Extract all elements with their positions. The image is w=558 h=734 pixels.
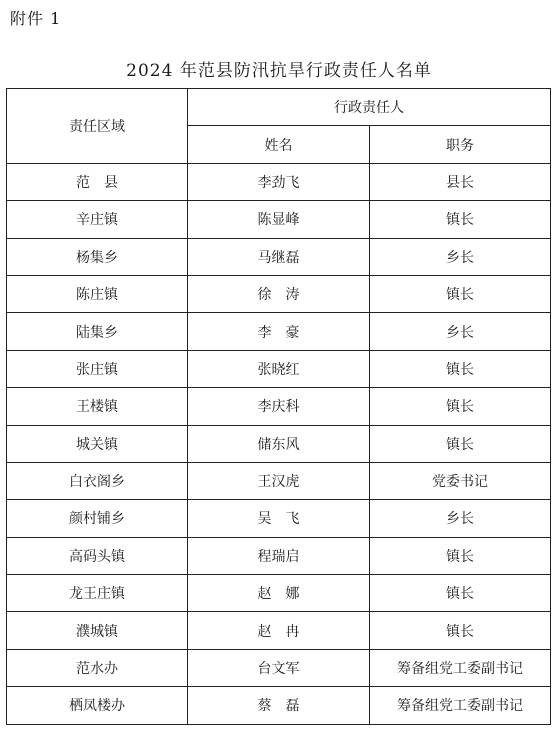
table-row	[7, 425, 551, 462]
position-cell: 镇长	[370, 388, 551, 425]
name-cell: 吴 飞	[188, 500, 370, 537]
name-cell: 张晓红	[188, 350, 370, 387]
region-cell: 龙王庄镇	[7, 575, 188, 612]
position-cell: 镇长	[370, 537, 551, 574]
region-cell: 王楼镇	[7, 388, 188, 425]
position-cell: 县长	[370, 163, 551, 200]
position-cell: 党委书记	[370, 462, 551, 499]
table-row	[7, 238, 551, 275]
table-row	[7, 350, 551, 387]
position-cell: 乡长	[370, 238, 551, 275]
position-cell: 镇长	[370, 425, 551, 462]
region-cell: 陈庄镇	[7, 275, 188, 312]
position-cell: 乡长	[370, 313, 551, 350]
region-cell: 城关镇	[7, 425, 188, 462]
position-cell: 镇长	[370, 201, 551, 238]
position-cell: 镇长	[370, 275, 551, 312]
region-cell: 杨集乡	[7, 238, 188, 275]
table-row	[7, 575, 551, 612]
name-cell: 蔡 磊	[188, 687, 370, 724]
table-body	[7, 89, 551, 725]
table-row	[7, 462, 551, 499]
header-region: 责任区域	[7, 89, 188, 164]
name-cell: 台文军	[188, 649, 370, 686]
region-cell: 白衣阁乡	[7, 462, 188, 499]
header-name: 姓名	[188, 126, 370, 163]
header-position: 职务	[370, 126, 551, 163]
region-cell: 濮城镇	[7, 612, 188, 649]
position-cell: 乡长	[370, 500, 551, 537]
name-cell: 王汉虎	[188, 462, 370, 499]
name-cell: 李庆科	[188, 388, 370, 425]
table-row	[7, 612, 551, 649]
header-responsible-person: 行政责任人	[188, 89, 551, 126]
name-cell: 赵 娜	[188, 575, 370, 612]
document-title: 2024 年范县防汛抗旱行政责任人名单	[126, 61, 432, 81]
region-cell: 陆集乡	[7, 313, 188, 350]
name-cell: 赵 冉	[188, 612, 370, 649]
name-cell: 徐 涛	[188, 275, 370, 312]
position-cell: 镇长	[370, 575, 551, 612]
region-cell: 栖凤楼办	[7, 687, 188, 724]
region-cell: 范 县	[7, 163, 188, 200]
responsibility-table	[6, 88, 551, 725]
table-row	[7, 313, 551, 350]
region-cell: 辛庄镇	[7, 201, 188, 238]
region-cell: 颜村铺乡	[7, 500, 188, 537]
position-cell: 镇长	[370, 350, 551, 387]
name-cell: 程瑞启	[188, 537, 370, 574]
attachment-label: 附件 1	[10, 9, 62, 28]
table-row	[7, 388, 551, 425]
position-cell: 筹备组党工委副书记	[370, 649, 551, 686]
name-cell: 储东风	[188, 425, 370, 462]
table-row	[7, 201, 551, 238]
region-cell: 范水办	[7, 649, 188, 686]
region-cell: 张庄镇	[7, 350, 188, 387]
table-row	[7, 275, 551, 312]
name-cell: 陈显峰	[188, 201, 370, 238]
header-row-1	[7, 89, 551, 126]
position-cell: 筹备组党工委副书记	[370, 687, 551, 724]
region-cell: 高码头镇	[7, 537, 188, 574]
name-cell: 李 豪	[188, 313, 370, 350]
name-cell: 李劲飞	[188, 163, 370, 200]
table-row	[7, 163, 551, 200]
position-cell: 镇长	[370, 612, 551, 649]
table-row	[7, 537, 551, 574]
table-row	[7, 649, 551, 686]
table-row	[7, 500, 551, 537]
name-cell: 马继磊	[188, 238, 370, 275]
table-row	[7, 687, 551, 724]
